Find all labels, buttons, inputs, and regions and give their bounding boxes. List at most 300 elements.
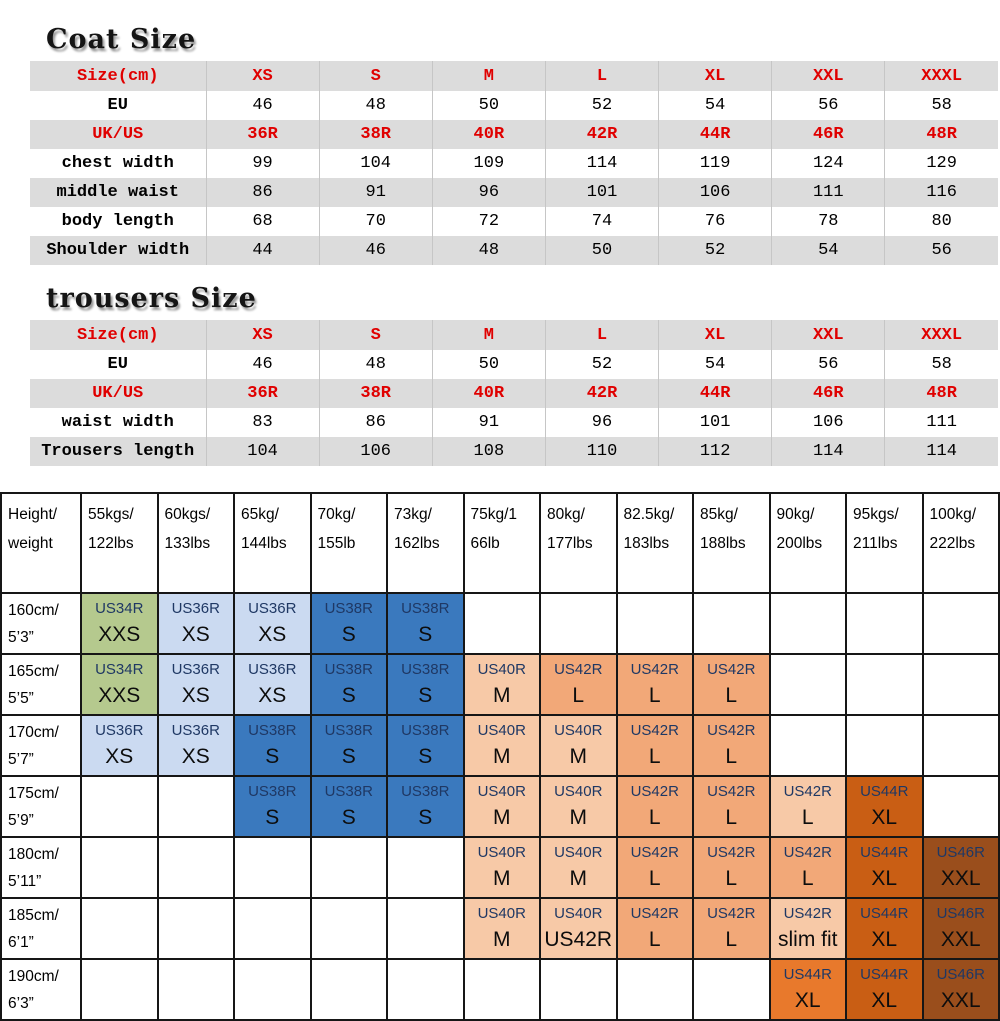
size-table-cell: 104: [206, 437, 319, 466]
fit-size-label: S: [418, 745, 433, 768]
fit-size-label: L: [725, 806, 738, 829]
fit-empty-cell: [540, 593, 617, 654]
size-table-row-label: chest width: [61, 154, 174, 173]
fit-size-code: US34R: [95, 661, 144, 678]
height-line: 6’3”: [8, 995, 34, 1012]
weight-line: 144lbs: [241, 535, 287, 552]
weight-line: 211lbs: [853, 535, 898, 552]
fit-table-weight-header: [617, 493, 694, 593]
fit-size-label: M: [569, 806, 587, 829]
fit-empty-cell: [923, 593, 1000, 654]
fit-size-cell: [464, 715, 541, 776]
coat-size-table: [30, 61, 998, 265]
size-table-header-cell: XL: [659, 61, 772, 91]
size-table-header-cell: M: [432, 320, 545, 350]
size-table-cell: 40R: [432, 379, 545, 408]
size-table-row-label: EU: [107, 355, 128, 374]
size-table-cell: 114: [545, 149, 658, 178]
fit-size-code: US46R: [936, 905, 985, 922]
fit-size-label: M: [493, 928, 511, 951]
fit-size-label: XL: [871, 928, 898, 951]
fit-size-cell: [693, 837, 770, 898]
fit-size-cell: [234, 715, 311, 776]
fit-empty-cell: [387, 898, 464, 959]
size-table-cell: 70: [319, 207, 432, 236]
size-table-row-label: Trousers length: [41, 442, 195, 461]
size-table-header-row: [30, 61, 998, 91]
fit-size-label: L: [572, 684, 585, 707]
size-table-row: [30, 236, 998, 265]
size-table-row: [30, 350, 998, 379]
fit-size-cell: [846, 898, 923, 959]
fit-empty-cell: [770, 593, 847, 654]
weight-line: 222lbs: [929, 535, 976, 552]
fit-size-label: M: [493, 867, 511, 890]
fit-size-code: US42R: [630, 783, 679, 800]
height-line: 5’3”: [8, 629, 34, 646]
fit-table-weight-header: [693, 493, 770, 593]
fit-size-cell: [846, 776, 923, 837]
size-table-cell: 110: [545, 437, 658, 466]
fit-empty-cell: [846, 593, 923, 654]
size-table-cell: 114: [885, 437, 998, 466]
fit-table-weight-header: [464, 493, 541, 593]
size-table-cell: 91: [319, 178, 432, 207]
size-table-cell: 111: [772, 178, 885, 207]
weight-line: 70kg/: [317, 506, 356, 523]
weight-line: 66lb: [470, 535, 500, 552]
fit-size-cell: [693, 715, 770, 776]
fit-size-label: XL: [871, 867, 898, 890]
size-table-cell: 50: [432, 91, 545, 120]
fit-size-cell: [617, 776, 694, 837]
fit-size-label: L: [648, 867, 661, 890]
fit-table-weight-header: [846, 493, 923, 593]
size-table-cell: 72: [432, 207, 545, 236]
height-line: 190cm/: [8, 968, 59, 985]
size-table-cell: 46: [206, 91, 319, 120]
fit-size-cell: [234, 593, 311, 654]
fit-empty-cell: [81, 837, 158, 898]
coat-size-title: Coat Size: [46, 24, 197, 55]
size-table-cell: 104: [319, 149, 432, 178]
fit-size-code: US40R: [477, 783, 526, 800]
size-table-cell: 116: [885, 178, 998, 207]
size-table-cell: 48R: [885, 120, 998, 149]
fit-size-cell: [540, 837, 617, 898]
fit-empty-cell: [923, 776, 1000, 837]
size-table-cell: 54: [772, 236, 885, 265]
fit-size-label: L: [648, 928, 661, 951]
fit-empty-cell: [158, 776, 235, 837]
fit-size-code: US42R: [707, 844, 756, 861]
fit-size-label: S: [341, 806, 356, 829]
corner-line: weight: [8, 535, 53, 552]
weight-line: 155lb: [317, 535, 356, 552]
fit-size-code: US42R: [630, 661, 679, 678]
size-table-cell: 38R: [319, 379, 432, 408]
fit-size-code: US38R: [401, 600, 450, 617]
fit-empty-cell: [387, 959, 464, 1020]
fit-size-cell: [540, 776, 617, 837]
fit-table-row: [1, 593, 999, 654]
fit-size-label: L: [801, 806, 814, 829]
fit-table-weight-header: [387, 493, 464, 593]
size-table-header-cell: S: [319, 61, 432, 91]
fit-empty-cell: [464, 959, 541, 1020]
fit-size-label: L: [725, 684, 738, 707]
size-table-header-cell: XXXL: [885, 61, 998, 91]
size-table-row-label: Shoulder width: [46, 241, 190, 260]
fit-size-code: US38R: [401, 722, 450, 739]
height-line: 5’11”: [8, 873, 42, 890]
fit-size-code: US40R: [554, 783, 603, 800]
weight-line: 95kgs/: [853, 506, 899, 523]
size-table-cell: 109: [432, 149, 545, 178]
size-table-cell: 42R: [545, 379, 658, 408]
fit-size-label: S: [341, 684, 356, 707]
height-line: 160cm/: [8, 602, 59, 619]
size-table-cell: 52: [659, 236, 772, 265]
size-table-header-cell: L: [545, 320, 658, 350]
height-line: 170cm/: [8, 724, 59, 741]
fit-empty-cell: [158, 898, 235, 959]
fit-empty-cell: [81, 776, 158, 837]
fit-size-label: XXL: [940, 989, 981, 1012]
size-table-cell: 46: [206, 350, 319, 379]
size-table-cell: 48: [319, 91, 432, 120]
fit-size-cell: [387, 715, 464, 776]
fit-size-cell: [617, 654, 694, 715]
fit-size-code: US42R: [783, 905, 832, 922]
fit-size-cell: [387, 654, 464, 715]
size-table-cell: 106: [659, 178, 772, 207]
size-table-cell: 38R: [319, 120, 432, 149]
fit-table-weight-header: [540, 493, 617, 593]
fit-size-cell: [923, 898, 1000, 959]
fit-table-height-cell: [1, 898, 81, 959]
size-table-row: [30, 91, 998, 120]
fit-size-code: US36R: [95, 722, 144, 739]
size-table-row-label: UK/US: [92, 384, 144, 403]
fit-size-label: L: [725, 867, 738, 890]
size-table-cell: 54: [659, 350, 772, 379]
fit-table-row: [1, 654, 999, 715]
fit-empty-cell: [617, 959, 694, 1020]
fit-size-label: M: [493, 684, 511, 707]
height-line: 175cm/: [8, 785, 59, 802]
fit-size-cell: [311, 593, 388, 654]
fit-size-code: US40R: [554, 905, 603, 922]
fit-empty-cell: [311, 898, 388, 959]
size-table-cell: 44R: [659, 120, 772, 149]
size-table-header-row: [30, 320, 998, 350]
fit-size-label: S: [418, 684, 433, 707]
fit-size-cell: [464, 837, 541, 898]
fit-size-code: US38R: [324, 600, 373, 617]
fit-size-code: US42R: [707, 722, 756, 739]
fit-size-label: L: [725, 928, 738, 951]
fit-size-code: US40R: [477, 844, 526, 861]
fit-size-code: US44R: [783, 966, 832, 983]
fit-table-height-cell: [1, 654, 81, 715]
fit-empty-cell: [234, 959, 311, 1020]
fit-empty-cell: [81, 959, 158, 1020]
size-table-row: [30, 379, 998, 408]
fit-size-code: US40R: [477, 722, 526, 739]
size-table-row-label: UK/US: [92, 125, 144, 144]
fit-size-label: XXS: [98, 684, 141, 707]
fit-size-label: XL: [871, 989, 898, 1012]
fit-table-row: [1, 776, 999, 837]
size-table-header-cell: Size(cm): [76, 325, 159, 345]
size-table-cell: 36R: [206, 120, 319, 149]
size-table-cell: 114: [772, 437, 885, 466]
fit-size-cell: [81, 715, 158, 776]
size-table-header-cell: XXL: [772, 320, 885, 350]
fit-size-label: XS: [258, 623, 287, 646]
height-line: 5’9”: [8, 812, 34, 829]
fit-size-cell: [81, 654, 158, 715]
size-table-cell: 48R: [885, 379, 998, 408]
fit-table-weight-header: [770, 493, 847, 593]
size-table-row-label: body length: [61, 212, 174, 231]
fit-size-label: M: [569, 867, 587, 890]
coat-size-table-body: [30, 61, 998, 265]
height-line: 6’1”: [8, 934, 34, 951]
weight-line: 75kg/1: [470, 506, 518, 523]
size-table-header-cell: M: [432, 61, 545, 91]
fit-empty-cell: [923, 715, 1000, 776]
fit-size-cell: [464, 776, 541, 837]
fit-table-height-cell: [1, 959, 81, 1020]
size-table-row-label: EU: [107, 96, 128, 115]
size-table-cell: 86: [206, 178, 319, 207]
trousers-size-table-body: [30, 320, 998, 466]
size-table-cell: 108: [432, 437, 545, 466]
height-line: 180cm/: [8, 846, 59, 863]
weight-line: 133lbs: [164, 535, 211, 552]
size-table-header-cell: Size(cm): [76, 66, 159, 86]
fit-size-label: S: [418, 623, 433, 646]
fit-size-cell: [617, 898, 694, 959]
fit-size-cell: [846, 959, 923, 1020]
fit-size-label: S: [341, 745, 356, 768]
fit-size-cell: [540, 654, 617, 715]
size-table-cell: 74: [545, 207, 658, 236]
weight-line: 55kgs/: [88, 506, 134, 523]
size-table-cell: 76: [659, 207, 772, 236]
weight-line: 85kg/: [700, 506, 738, 523]
size-table-cell: 52: [545, 350, 658, 379]
size-table-header-cell: XXL: [772, 61, 885, 91]
fit-empty-cell: [311, 959, 388, 1020]
fit-size-cell: [311, 776, 388, 837]
fit-table-row: [1, 898, 999, 959]
size-table-cell: 80: [885, 207, 998, 236]
fit-table-height-cell: [1, 593, 81, 654]
size-table-row: [30, 120, 998, 149]
size-table-cell: 99: [206, 149, 319, 178]
fit-size-label: M: [493, 745, 511, 768]
fit-empty-cell: [693, 593, 770, 654]
fit-empty-cell: [234, 837, 311, 898]
size-table-cell: 48: [319, 350, 432, 379]
fit-size-code: US44R: [860, 783, 909, 800]
fit-table-weight-header: [923, 493, 1000, 593]
size-table-cell: 48: [432, 236, 545, 265]
weight-line: 90kg/: [776, 506, 815, 523]
fit-size-cell: [770, 898, 847, 959]
fit-size-code: US36R: [171, 722, 220, 739]
height-weight-fit-table: [0, 492, 1000, 1021]
fit-size-cell: [540, 715, 617, 776]
fit-size-code: US42R: [630, 905, 679, 922]
fit-size-label: S: [265, 745, 280, 768]
fit-size-label: S: [265, 806, 280, 829]
fit-size-cell: [464, 898, 541, 959]
size-table-cell: 42R: [545, 120, 658, 149]
fit-size-code: US40R: [477, 661, 526, 678]
fit-size-label: XXL: [940, 928, 981, 951]
fit-size-code: US42R: [707, 783, 756, 800]
weight-line: 80kg/: [547, 506, 585, 523]
fit-size-cell: [617, 837, 694, 898]
fit-size-label: slim fit: [778, 928, 838, 951]
size-table-header-cell: XL: [659, 320, 772, 350]
weight-line: 122lbs: [88, 535, 134, 552]
fit-size-label: L: [648, 806, 661, 829]
fit-empty-cell: [770, 715, 847, 776]
size-table-cell: 96: [545, 408, 658, 437]
size-table-cell: 46: [319, 236, 432, 265]
fit-size-code: US44R: [860, 844, 909, 861]
size-table-cell: 56: [772, 91, 885, 120]
size-table-row: [30, 207, 998, 236]
size-table-row-label: middle waist: [56, 183, 179, 202]
fit-size-cell: [311, 715, 388, 776]
size-table-cell: 101: [659, 408, 772, 437]
fit-size-code: US42R: [707, 905, 756, 922]
fit-table-height-cell: [1, 715, 81, 776]
fit-size-code: US38R: [248, 722, 297, 739]
size-table-cell: 106: [772, 408, 885, 437]
fit-size-code: US38R: [248, 783, 297, 800]
size-table-cell: 52: [545, 91, 658, 120]
fit-size-label: XS: [181, 623, 210, 646]
weight-line: 162lbs: [394, 535, 440, 552]
size-table-cell: 46R: [772, 120, 885, 149]
fit-size-code: US36R: [248, 661, 297, 678]
fit-size-cell: [311, 654, 388, 715]
size-table-header-cell: L: [545, 61, 658, 91]
fit-size-cell: [158, 654, 235, 715]
fit-size-code: US42R: [707, 661, 756, 678]
size-table-row-label: waist width: [61, 413, 174, 432]
fit-table-weight-header: [234, 493, 311, 593]
fit-size-cell: [846, 837, 923, 898]
fit-size-label: M: [569, 745, 587, 768]
corner-line: Height/: [8, 506, 58, 523]
fit-size-label: XS: [258, 684, 287, 707]
fit-size-cell: [387, 593, 464, 654]
fit-empty-cell: [770, 654, 847, 715]
weight-line: 73kg/: [394, 506, 432, 523]
fit-empty-cell: [464, 593, 541, 654]
fit-empty-cell: [846, 715, 923, 776]
trousers-size-title: trousers Size: [46, 283, 257, 314]
fit-size-code: US40R: [554, 722, 603, 739]
size-table-cell: 91: [432, 408, 545, 437]
fit-table-height-cell: [1, 837, 81, 898]
fit-size-code: US38R: [324, 783, 373, 800]
height-line: 5’7”: [8, 751, 34, 768]
fit-size-code: US34R: [95, 600, 144, 617]
fit-size-code: US42R: [783, 844, 832, 861]
fit-size-cell: [923, 837, 1000, 898]
fit-size-cell: [540, 898, 617, 959]
fit-size-cell: [158, 593, 235, 654]
fit-empty-cell: [846, 654, 923, 715]
fit-size-code: US42R: [783, 783, 832, 800]
size-table-cell: 58: [885, 91, 998, 120]
fit-size-cell: [693, 776, 770, 837]
height-weight-fit-table-body: [1, 493, 999, 1020]
fit-size-code: US38R: [401, 783, 450, 800]
size-table-cell: 78: [772, 207, 885, 236]
size-table-header-cell: XS: [206, 320, 319, 350]
fit-size-label: XS: [181, 745, 210, 768]
fit-size-code: US42R: [630, 844, 679, 861]
fit-size-code: US36R: [171, 661, 220, 678]
fit-size-code: US36R: [248, 600, 297, 617]
height-line: 5’5”: [8, 690, 34, 707]
size-table-cell: 56: [772, 350, 885, 379]
weight-line: 200lbs: [776, 535, 823, 552]
fit-size-label: XXL: [940, 867, 981, 890]
fit-empty-cell: [540, 959, 617, 1020]
fit-size-label: L: [648, 745, 661, 768]
fit-size-label: S: [418, 806, 433, 829]
size-table-cell: 46R: [772, 379, 885, 408]
size-table-cell: 58: [885, 350, 998, 379]
size-table-cell: 50: [432, 350, 545, 379]
fit-size-code: US40R: [477, 905, 526, 922]
fit-size-code: US40R: [554, 844, 603, 861]
fit-size-label: L: [801, 867, 814, 890]
size-table-cell: 129: [885, 149, 998, 178]
fit-size-label: XXS: [98, 623, 141, 646]
fit-size-label: L: [725, 745, 738, 768]
fit-size-cell: [234, 654, 311, 715]
fit-size-code: US46R: [936, 844, 985, 861]
fit-empty-cell: [158, 837, 235, 898]
size-table-cell: 96: [432, 178, 545, 207]
fit-size-cell: [617, 715, 694, 776]
fit-empty-cell: [923, 654, 1000, 715]
fit-size-cell: [81, 593, 158, 654]
size-table-row: [30, 408, 998, 437]
fit-empty-cell: [81, 898, 158, 959]
height-line: 185cm/: [8, 907, 59, 924]
fit-size-cell: [234, 776, 311, 837]
fit-size-code: US44R: [860, 905, 909, 922]
fit-size-label: XS: [181, 684, 210, 707]
fit-size-label: L: [648, 684, 661, 707]
fit-empty-cell: [158, 959, 235, 1020]
trousers-size-table: [30, 320, 998, 466]
fit-table-weight-header: [158, 493, 235, 593]
